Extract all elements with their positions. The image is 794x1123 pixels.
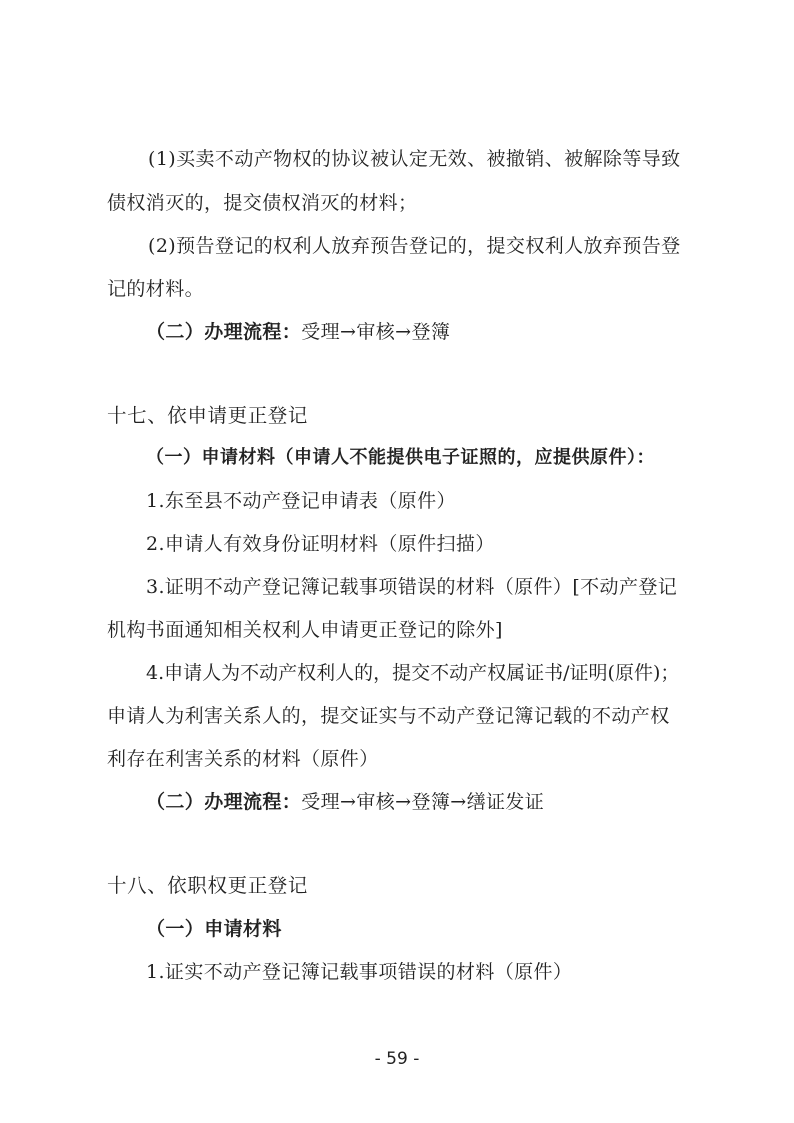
process-value: 受理→审核→登簿 (301, 321, 451, 343)
section-17-material-3-line-1: 3.证明不动产登记簿记载事项错误的材料（原件）[不动产登记 (146, 576, 678, 598)
section-18-title: 十八、依职权更正登记 (107, 874, 309, 897)
process-line-1 (146, 320, 450, 344)
process-value: 受理→审核→登簿→缮证发证 (301, 791, 545, 813)
section-18-material-1: 1.证实不动产登记簿记载事项错误的材料（原件） (146, 961, 573, 983)
paragraph-item-2-line-2: 记的材料。 (107, 278, 205, 300)
process-label: （二）办理流程： (146, 321, 302, 343)
section-17-materials-heading: （一）申请材料（申请人不能提供电子证照的，应提供原件）： (146, 447, 655, 468)
section-17-material-3-line-2: 机构书面通知相关权利人申请更正登记的除外] (107, 619, 503, 641)
section-17-material-4-line-2: 申请人为利害关系人的，提交证实与不动产登记簿记载的不动产权 (107, 705, 670, 727)
section-17-process (146, 790, 544, 814)
paragraph-item-2-line-1: (2)预告登记的权利人放弃预告登记的，提交权利人放弃预告登 (148, 235, 681, 257)
section-17-material-2: 2.申请人有效身份证明材料（原件扫描） (146, 533, 495, 555)
process-label: （二）办理流程： (146, 791, 302, 813)
paragraph-item-1-line-1: (1)买卖不动产物权的协议被认定无效、被撤销、被解除等导致 (148, 148, 681, 170)
section-18-materials-heading: （一）申请材料 (146, 918, 282, 940)
page-number: - 59 - (374, 1049, 420, 1069)
section-17-title: 十七、依申请更正登记 (107, 404, 309, 427)
paragraph-item-1-line-2: 债权消灭的，提交债权消灭的材料； (107, 192, 418, 214)
section-17-material-4-line-3: 利存在利害关系的材料（原件） (107, 748, 379, 770)
section-17-material-1: 1.东至县不动产登记申请表（原件） (146, 490, 456, 512)
section-17-material-4-line-1: 4.申请人为不动产权利人的，提交不动产权属证书/证明(原件)； (146, 662, 680, 684)
